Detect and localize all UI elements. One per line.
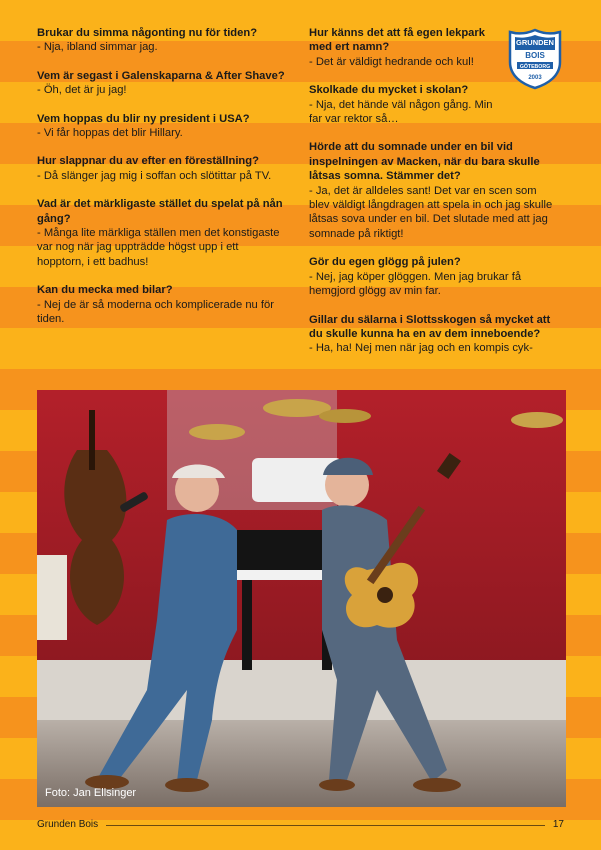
question: Hörde att du somnade under en bil vid inspelningen av Macken, när du bara skulle låtsas somna. Stämmer det?	[309, 141, 540, 183]
qa-item	[309, 313, 559, 356]
footer-publication: Grunden Bois	[37, 819, 99, 830]
page-number: 17	[552, 819, 564, 830]
answer: - Ja, det är alldeles sant! Det var en scen som blev väldigt långdragen att spela in och jag skulle låtsas sova under en bil. Det slutade med att jag somnade på riktigt!	[309, 184, 553, 240]
logo-city: GÖTEBORG	[519, 63, 551, 70]
logo-line2: BOIS	[525, 51, 545, 60]
question: Hur slappnar du av efter en föreställning?	[37, 155, 259, 168]
question: Vem hoppas du blir ny president i USA?	[37, 112, 250, 125]
photo-credit: Foto: Jan Ellsinger	[45, 787, 137, 799]
answer: - Öh, det är ju jag!	[37, 84, 127, 97]
question: Skolkade du mycket i skolan?	[309, 84, 469, 97]
question: Brukar du simma någonting nu för tiden?	[37, 27, 258, 39]
answer: - Ha, ha! Nej men när jag och en kompis cyk-	[309, 342, 533, 355]
answer: - Nej, jag köper glöggen. Men jag brukar få hemgjord glögg av min far.	[309, 270, 522, 298]
question: Vem är segast i Galenskaparna & After Shave?	[37, 69, 285, 82]
answer: - Nja, ibland simmar jag.	[37, 41, 158, 54]
question: Vad är det märkligaste stället du spelat på nån gång?	[37, 198, 283, 225]
question: Gillar du sälarna i Slottsskogen så mycket att du skulle kunna ha en av dem inneboende?	[309, 313, 551, 340]
answer: - Det är väldigt hedrande och kul!	[309, 55, 474, 68]
footer-rule	[106, 825, 545, 826]
stage-photo-illustration	[37, 390, 566, 807]
qa-item	[37, 69, 287, 98]
stage-photo	[37, 390, 566, 807]
grunden-bois-logo	[508, 28, 562, 90]
question: Gör du egen glögg på julen?	[309, 256, 461, 269]
logo-year: 2003	[528, 75, 542, 81]
qa-item	[37, 197, 287, 269]
logo-line1: GRUNDEN	[516, 38, 554, 47]
answer: - Nja, det hände väl någon gång. Min far var rektor så…	[309, 98, 493, 126]
answer: - Då slänger jag mig i soffan och slötittar på TV.	[37, 169, 272, 182]
answer: - Vi får hoppas det blir Hillary.	[37, 127, 183, 140]
qa-item	[37, 112, 287, 141]
qa-item	[309, 83, 504, 126]
qa-item	[309, 26, 504, 69]
qa-item	[309, 140, 559, 241]
qa-item	[37, 154, 287, 183]
page-footer	[37, 818, 564, 832]
answer: - Många lite märkliga ställen men det konstigaste var nog när jag uppträdde högst upp i ett hopptorn, i ett badhus!	[37, 227, 280, 268]
qa-item	[37, 26, 287, 55]
qa-item	[309, 255, 559, 298]
answer: - Nej de är så moderna och komplicerade nu för tiden.	[37, 298, 274, 326]
question: Hur känns det att få egen lekpark med ert namn?	[309, 27, 485, 54]
interview-left-column	[37, 26, 287, 341]
question: Kan du mecka med bilar?	[37, 284, 173, 297]
qa-item	[37, 283, 287, 326]
